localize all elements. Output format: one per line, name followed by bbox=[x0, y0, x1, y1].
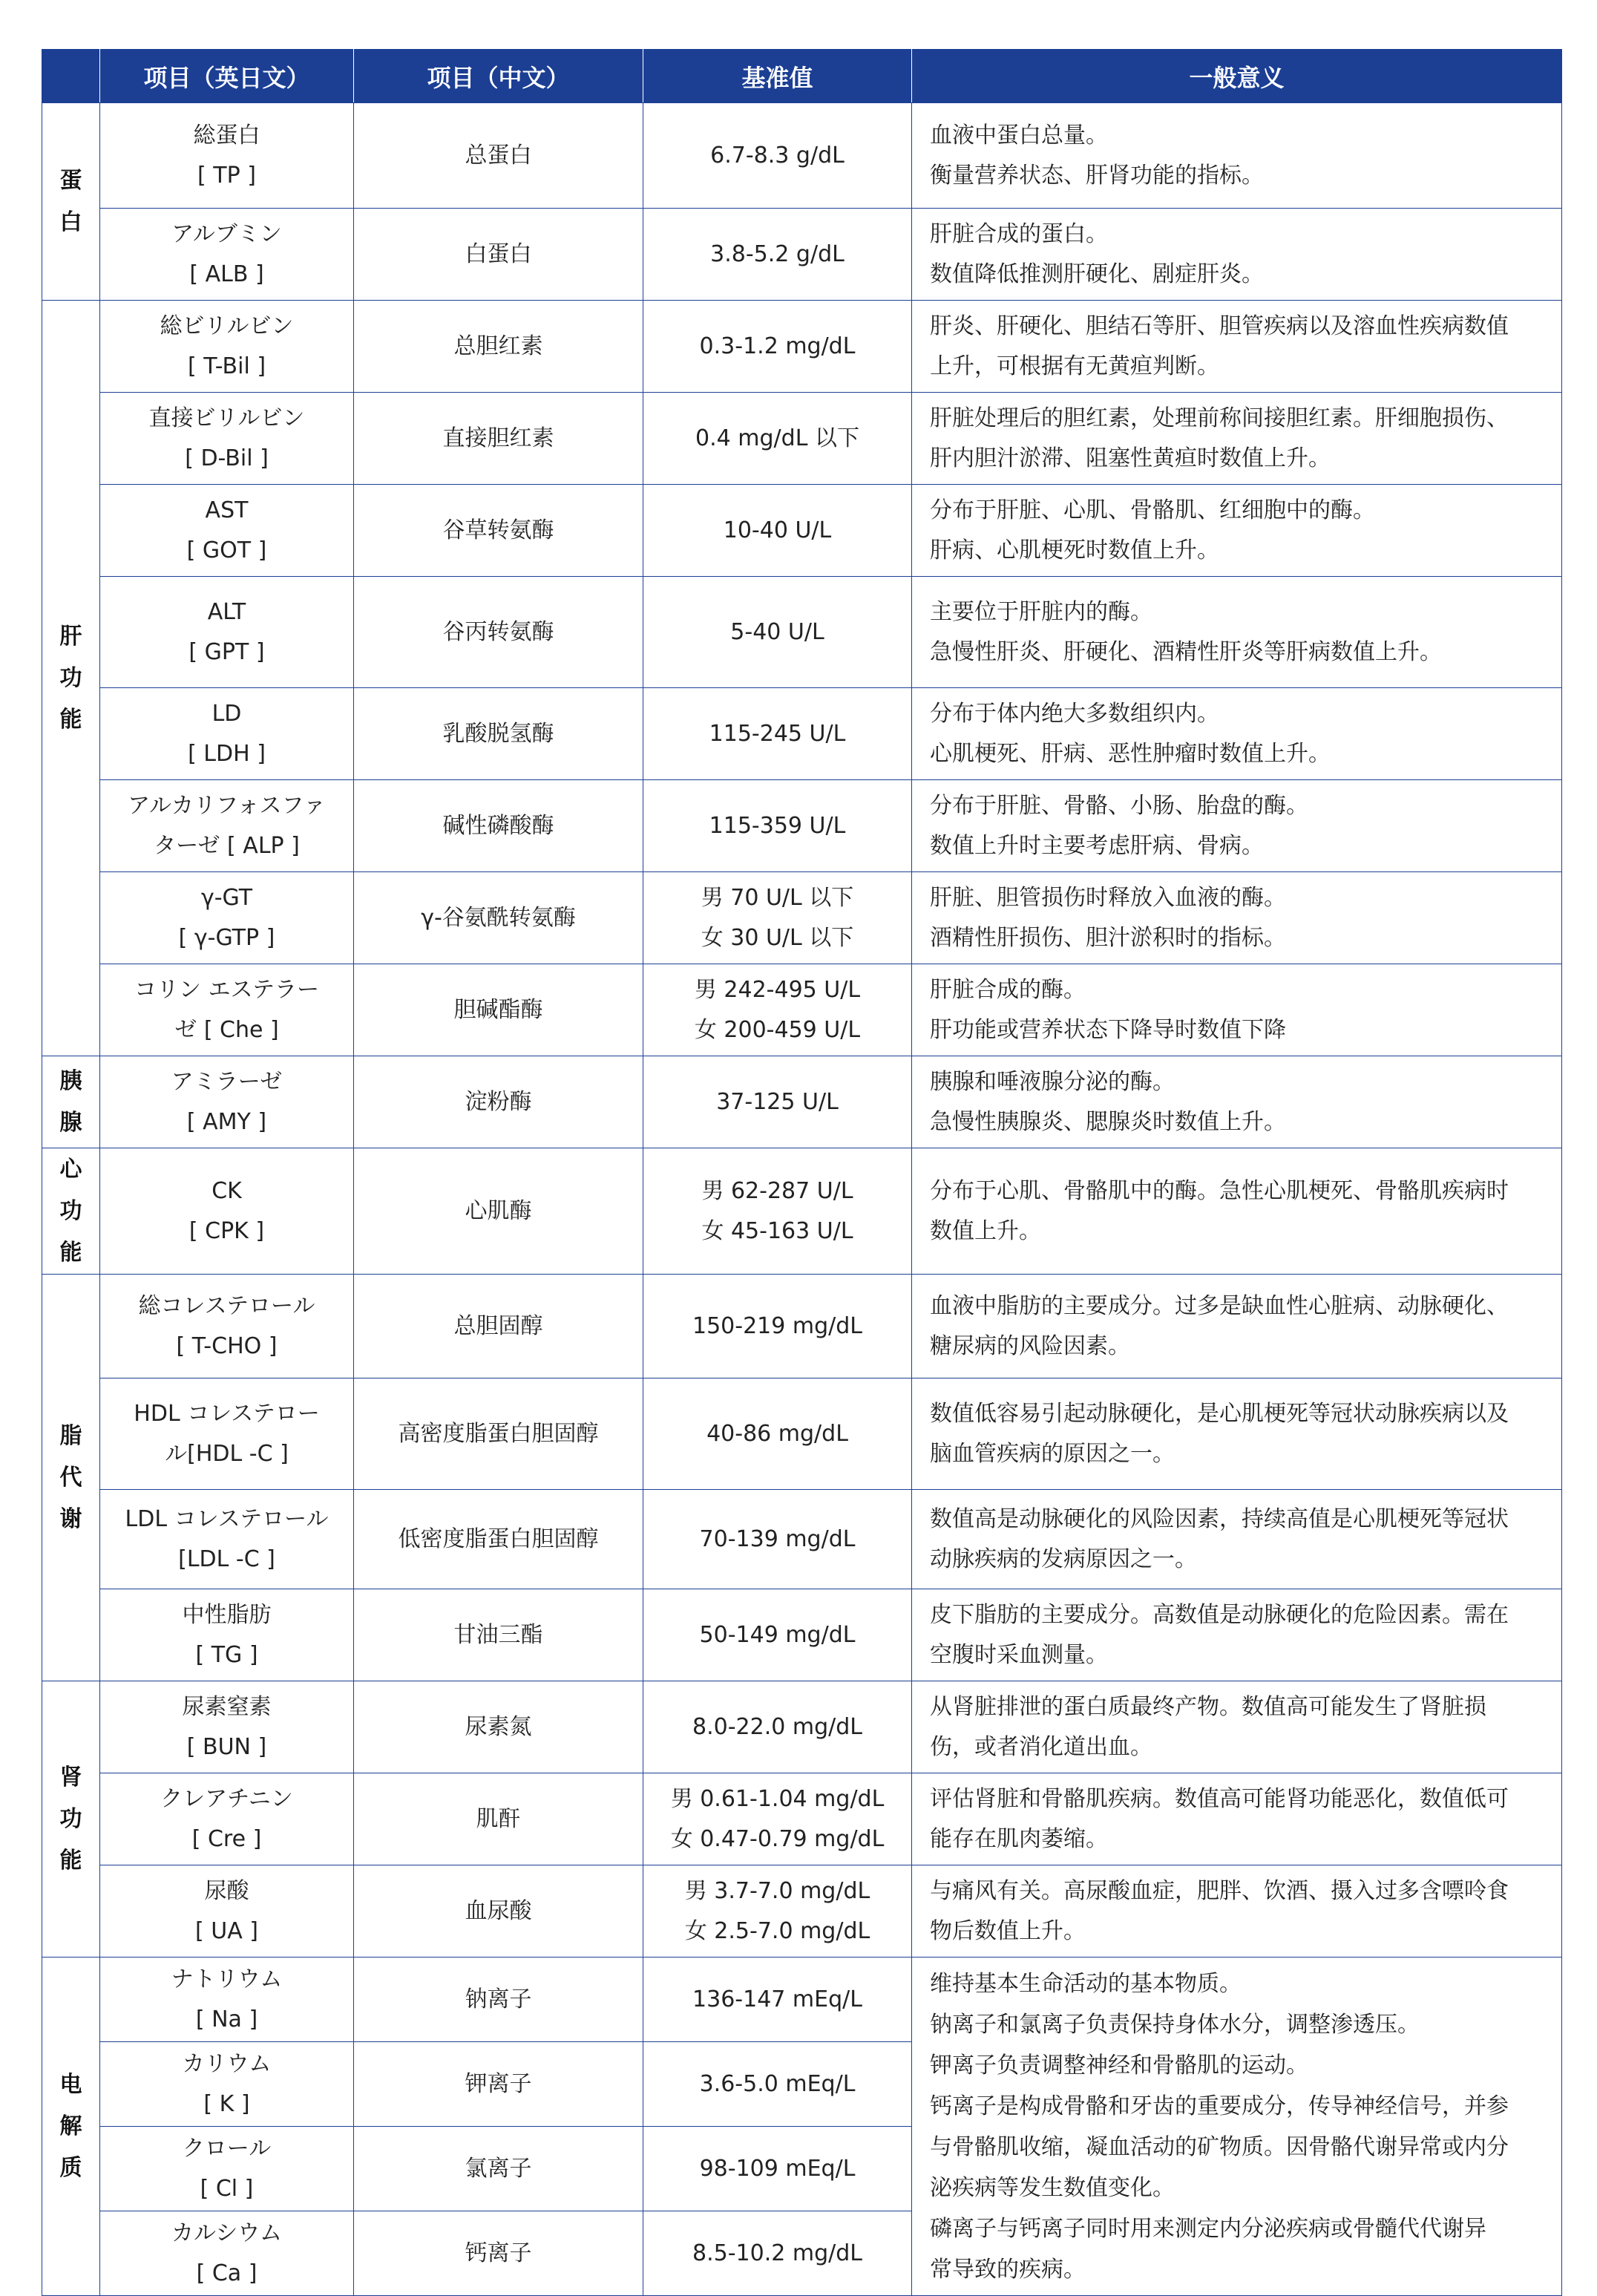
text-line: [ Cl ] bbox=[200, 2175, 254, 2202]
text-line: ナトリウム bbox=[171, 1966, 283, 1992]
text-line: LD bbox=[211, 700, 242, 727]
text-line: 维持基本生命活动的基本物质。 bbox=[930, 1970, 1242, 1997]
category-char: 谢 bbox=[59, 1505, 82, 1532]
text-line: [LDL -C ] bbox=[178, 1546, 275, 1572]
item-cn-cell: 白蛋白 bbox=[354, 209, 643, 301]
text-line: 数值上升时主要考虑肝病、骨病。 bbox=[930, 832, 1264, 859]
item-cn-cell: 氯离子 bbox=[354, 2127, 643, 2211]
text-line: 98-109 mEq/L bbox=[699, 2155, 856, 2182]
meaning-cell bbox=[912, 103, 1562, 209]
text-line: 酒精性肝损伤、胆汁淤积时的指标。 bbox=[930, 924, 1286, 951]
reference-value-cell bbox=[643, 1148, 912, 1275]
item-cn-cell: 高密度脂蛋白胆固醇 bbox=[354, 1378, 643, 1490]
text-line: 男 62-287 U/L bbox=[701, 1177, 853, 1204]
item-jp-cell bbox=[100, 301, 354, 393]
text-line: 40-86 mg/dL bbox=[706, 1420, 848, 1447]
reference-value-cell bbox=[643, 1773, 912, 1865]
item-jp-cell bbox=[100, 1865, 354, 1958]
category-char: 功 bbox=[59, 1197, 82, 1224]
item-cn-cell: 肌酐 bbox=[354, 1773, 643, 1865]
text-line: 150-219 mg/dL bbox=[692, 1312, 862, 1339]
text-line: カリウム bbox=[182, 2050, 272, 2077]
text-line: 肝内胆汁淤滞、阻塞性黄疸时数值上升。 bbox=[930, 445, 1331, 471]
meaning-cell bbox=[912, 1378, 1562, 1490]
reference-value-cell bbox=[643, 2211, 912, 2296]
reference-value-cell bbox=[643, 1589, 912, 1681]
text-line: 50-149 mg/dL bbox=[699, 1621, 856, 1648]
category-char: 腺 bbox=[59, 1109, 82, 1136]
meaning-cell bbox=[912, 301, 1562, 393]
text-line: [ T-Bil ] bbox=[187, 353, 266, 379]
text-line: 0.4 mg/dL 以下 bbox=[695, 425, 859, 451]
meaning-cell bbox=[912, 1148, 1562, 1275]
category-cell bbox=[42, 1681, 100, 1958]
table-row bbox=[42, 780, 1562, 872]
text-line: 37-125 U/L bbox=[716, 1088, 839, 1115]
item-cn-cell: 尿素氮 bbox=[354, 1681, 643, 1773]
text-line: 与骨骼肌收缩，凝血活动的矿物质。因骨骼代谢异常或内分 bbox=[930, 2133, 1509, 2160]
category-char: 心 bbox=[59, 1156, 82, 1183]
text-line: 136-147 mEq/L bbox=[692, 1986, 862, 2012]
reference-value-cell bbox=[643, 1681, 912, 1773]
text-line: 10-40 U/L bbox=[723, 517, 832, 543]
category-char: 能 bbox=[59, 706, 82, 733]
text-line: [ K ] bbox=[203, 2090, 250, 2117]
text-line: 女 200-459 U/L bbox=[694, 1016, 861, 1043]
item-jp-cell bbox=[100, 688, 354, 780]
text-line: コリン エステラー bbox=[134, 976, 319, 1003]
text-line: 脑血管疾病的原因之一。 bbox=[930, 1440, 1175, 1467]
category-char: 功 bbox=[59, 664, 82, 691]
item-jp-cell bbox=[100, 1056, 354, 1148]
text-line: CK bbox=[211, 1177, 242, 1204]
text-line: 伤，或者消化道出血。 bbox=[930, 1733, 1152, 1760]
meaning-cell bbox=[912, 1589, 1562, 1681]
text-line: ル[HDL -C ] bbox=[165, 1440, 289, 1467]
text-line: 総蛋白 bbox=[193, 122, 260, 148]
item-cn-cell: 心肌酶 bbox=[354, 1148, 643, 1275]
reference-value-cell bbox=[643, 1056, 912, 1148]
table-row bbox=[42, 872, 1562, 964]
item-cn-cell: γ-谷氨酰转氨酶 bbox=[354, 872, 643, 964]
category-char: 蛋 bbox=[59, 167, 82, 194]
reference-value-cell bbox=[643, 780, 912, 872]
text-line: 数值低容易引起动脉硬化，是心肌梗死等冠状动脉疾病以及 bbox=[930, 1400, 1509, 1427]
item-cn-cell: 总胆红素 bbox=[354, 301, 643, 393]
category-char: 肝 bbox=[59, 623, 82, 650]
text-line: [ Ca ] bbox=[196, 2260, 258, 2286]
reference-value-cell bbox=[643, 485, 912, 577]
item-jp-cell bbox=[100, 1958, 354, 2042]
item-jp-cell bbox=[100, 1490, 354, 1589]
item-jp-cell bbox=[100, 780, 354, 872]
item-cn-cell: 钙离子 bbox=[354, 2211, 643, 2296]
table-row bbox=[42, 1865, 1562, 1958]
text-line: 数值高是动脉硬化的风险因素，持续高值是心肌梗死等冠状 bbox=[930, 1505, 1509, 1532]
text-line: 常导致的疾病。 bbox=[930, 2256, 1086, 2283]
item-cn-cell: 血尿酸 bbox=[354, 1865, 643, 1958]
text-line: 0.3-1.2 mg/dL bbox=[699, 333, 856, 359]
item-cn-cell: 直接胆红素 bbox=[354, 393, 643, 485]
meaning-cell bbox=[912, 964, 1562, 1056]
text-line: 総コレステロール bbox=[138, 1292, 315, 1319]
text-line: 男 242-495 U/L bbox=[694, 976, 861, 1003]
meaning-cell bbox=[912, 1275, 1562, 1378]
text-line: [ GOT ] bbox=[186, 537, 267, 563]
text-line: [ GPT ] bbox=[188, 638, 265, 665]
table-row bbox=[42, 1589, 1562, 1681]
text-line: 上升，可根据有无黄疸判断。 bbox=[930, 353, 1219, 379]
table-header-row bbox=[42, 50, 1562, 103]
item-jp-cell bbox=[100, 1378, 354, 1490]
table-row bbox=[42, 688, 1562, 780]
text-line: 肝脏合成的蛋白。 bbox=[930, 220, 1108, 247]
meaning-cell bbox=[912, 485, 1562, 577]
text-line: 钾离子负责调整神经和骨骼肌的运动。 bbox=[930, 2052, 1308, 2078]
text-line: 空腹时采血测量。 bbox=[930, 1641, 1108, 1668]
meaning-cell bbox=[912, 872, 1562, 964]
header-item-cn: 项目（中文） bbox=[354, 50, 643, 103]
text-line: 女 0.47-0.79 mg/dL bbox=[670, 1825, 885, 1852]
item-cn-cell: 乳酸脱氢酶 bbox=[354, 688, 643, 780]
text-line: 分布于体内绝大多数组织内。 bbox=[930, 700, 1219, 727]
text-line: [ TG ] bbox=[195, 1641, 258, 1668]
category-char: 胰 bbox=[59, 1067, 82, 1094]
text-line: LDL コレステロール bbox=[125, 1505, 329, 1532]
table-row bbox=[42, 1148, 1562, 1275]
text-line: 数值上升。 bbox=[930, 1217, 1041, 1244]
item-jp-cell bbox=[100, 2042, 354, 2127]
category-cell bbox=[42, 103, 100, 301]
table-row bbox=[42, 1958, 1562, 2042]
category-cell bbox=[42, 1275, 100, 1681]
table-row bbox=[42, 1378, 1562, 1490]
item-cn-cell: 谷草转氨酶 bbox=[354, 485, 643, 577]
item-jp-cell bbox=[100, 1275, 354, 1378]
category-char: 功 bbox=[59, 1805, 82, 1832]
text-line: 评估肾脏和骨骼肌疾病。数值高可能肾功能恶化，数值低可 bbox=[930, 1785, 1509, 1812]
text-line: 男 3.7-7.0 mg/dL bbox=[684, 1877, 870, 1904]
category-char: 电 bbox=[59, 2071, 82, 2098]
reference-value-cell bbox=[643, 2042, 912, 2127]
text-line: [ TP ] bbox=[197, 162, 256, 189]
text-line: ゼ [ Che ] bbox=[174, 1016, 279, 1043]
text-line: AST bbox=[205, 497, 249, 523]
reference-value-cell bbox=[643, 103, 912, 209]
text-line: 钠离子和氯离子负责保持身体水分，调整渗透压。 bbox=[930, 2011, 1420, 2038]
item-jp-cell bbox=[100, 485, 354, 577]
text-line: [ γ-GTP ] bbox=[178, 924, 275, 951]
text-line: 血液中脂肪的主要成分。过多是缺血性心脏病、动脉硬化、 bbox=[930, 1292, 1509, 1319]
category-char: 白 bbox=[59, 209, 82, 235]
text-line: 皮下脂肪的主要成分。高数值是动脉硬化的危险因素。需在 bbox=[930, 1601, 1509, 1628]
item-jp-cell bbox=[100, 1589, 354, 1681]
text-line: 分布于心肌、骨骼肌中的酶。急性心肌梗死、骨骼肌疾病时 bbox=[930, 1177, 1509, 1204]
item-jp-cell bbox=[100, 964, 354, 1056]
text-line: 中性脂肪 bbox=[182, 1601, 272, 1628]
meaning-cell bbox=[912, 688, 1562, 780]
reference-value-cell bbox=[643, 872, 912, 964]
meaning-cell bbox=[912, 1681, 1562, 1773]
text-line: 血液中蛋白总量。 bbox=[930, 122, 1108, 148]
reference-value-cell bbox=[643, 688, 912, 780]
text-line: 女 45-163 U/L bbox=[701, 1217, 853, 1244]
text-line: 数值降低推测肝硬化、剧症肝炎。 bbox=[930, 261, 1264, 287]
meaning-cell bbox=[912, 1958, 1562, 2296]
text-line: [ AMY ] bbox=[186, 1108, 267, 1135]
header-item-jp: 项目（英日文） bbox=[100, 50, 354, 103]
item-jp-cell bbox=[100, 577, 354, 688]
item-cn-cell: 低密度脂蛋白胆固醇 bbox=[354, 1490, 643, 1589]
category-cell bbox=[42, 1056, 100, 1148]
header-reference: 基准值 bbox=[643, 50, 912, 103]
reference-value-cell bbox=[643, 1958, 912, 2042]
table-row bbox=[42, 1056, 1562, 1148]
text-line: 総ビリルビン bbox=[160, 313, 294, 339]
text-line: 急慢性肝炎、肝硬化、酒精性肝炎等肝病数值上升。 bbox=[930, 638, 1442, 665]
text-line: アミラーゼ bbox=[171, 1068, 283, 1095]
header-category bbox=[42, 50, 100, 103]
text-line: [ ALB ] bbox=[189, 261, 264, 287]
item-cn-cell: 总胆固醇 bbox=[354, 1275, 643, 1378]
meaning-cell bbox=[912, 577, 1562, 688]
text-line: 女 30 U/L 以下 bbox=[701, 924, 854, 951]
table-row bbox=[42, 1681, 1562, 1773]
reference-value-cell bbox=[643, 393, 912, 485]
item-jp-cell bbox=[100, 1148, 354, 1275]
item-jp-cell bbox=[100, 209, 354, 301]
text-line: 肝功能或营养状态下降导时数值下降 bbox=[930, 1016, 1286, 1043]
table-row bbox=[42, 1490, 1562, 1589]
table-row bbox=[42, 485, 1562, 577]
item-jp-cell bbox=[100, 103, 354, 209]
text-line: 能存在肌肉萎缩。 bbox=[930, 1825, 1108, 1852]
text-line: アルブミン bbox=[171, 220, 282, 247]
category-char: 能 bbox=[59, 1847, 82, 1874]
text-line: 心肌梗死、肝病、恶性肿瘤时数值上升。 bbox=[930, 740, 1331, 767]
item-cn-cell: 总蛋白 bbox=[354, 103, 643, 209]
text-line: 物后数值上升。 bbox=[930, 1917, 1086, 1944]
text-line: クロール bbox=[182, 2135, 272, 2162]
text-line: カルシウム bbox=[171, 2220, 282, 2246]
table-row bbox=[42, 301, 1562, 393]
meaning-cell bbox=[912, 780, 1562, 872]
text-line: 动脉疾病的发病原因之一。 bbox=[930, 1546, 1197, 1572]
reference-value-cell bbox=[643, 1865, 912, 1958]
text-line: 钙离子是构成骨骼和牙齿的重要成分，传导神经信号，并参 bbox=[930, 2093, 1509, 2119]
text-line: 尿酸 bbox=[204, 1877, 249, 1904]
category-char: 解 bbox=[59, 2113, 82, 2139]
text-line: 8.5-10.2 mg/dL bbox=[692, 2240, 862, 2266]
text-line: [ Cre ] bbox=[191, 1825, 262, 1852]
reference-value-cell bbox=[643, 577, 912, 688]
header-meaning: 一般意义 bbox=[912, 50, 1562, 103]
text-line: 男 0.61-1.04 mg/dL bbox=[670, 1785, 885, 1812]
text-line: 尿素窒素 bbox=[182, 1693, 272, 1720]
text-line: 从肾脏排泄的蛋白质最终产物。数值高可能发生了肾脏损 bbox=[930, 1693, 1486, 1720]
category-char: 肾 bbox=[59, 1764, 82, 1790]
table-row bbox=[42, 393, 1562, 485]
text-line: アルカリフォスファ bbox=[128, 792, 326, 819]
meaning-cell bbox=[912, 209, 1562, 301]
category-char: 代 bbox=[59, 1464, 82, 1491]
text-line: 3.6-5.0 mEq/L bbox=[699, 2070, 856, 2097]
text-line: 115-245 U/L bbox=[709, 720, 846, 747]
category-char: 质 bbox=[59, 2154, 82, 2181]
category-char: 脂 bbox=[59, 1422, 82, 1449]
item-cn-cell: 谷丙转氨酶 bbox=[354, 577, 643, 688]
item-jp-cell bbox=[100, 872, 354, 964]
text-line: [ Na ] bbox=[195, 2006, 258, 2032]
text-line: ALT bbox=[207, 598, 246, 625]
reference-value-cell bbox=[643, 964, 912, 1056]
table-row bbox=[42, 209, 1562, 301]
table-row bbox=[42, 577, 1562, 688]
item-jp-cell bbox=[100, 2211, 354, 2296]
text-line: 急慢性胰腺炎、腮腺炎时数值上升。 bbox=[930, 1108, 1286, 1135]
text-line: 分布于肝脏、骨骼、小肠、胎盘的酶。 bbox=[930, 792, 1308, 819]
text-line: [ CPK ] bbox=[188, 1217, 265, 1244]
meaning-cell bbox=[912, 1056, 1562, 1148]
reference-value-cell bbox=[643, 2127, 912, 2211]
meaning-cell bbox=[912, 1773, 1562, 1865]
text-line: 5-40 U/L bbox=[730, 618, 824, 645]
table-row bbox=[42, 964, 1562, 1056]
category-cell bbox=[42, 1958, 100, 2296]
item-cn-cell: 胆碱酯酶 bbox=[354, 964, 643, 1056]
item-jp-cell bbox=[100, 2127, 354, 2211]
text-line: 肝脏、胆管损伤时释放入血液的酶。 bbox=[930, 884, 1286, 911]
text-line: 8.0-22.0 mg/dL bbox=[692, 1713, 862, 1740]
text-line: 70-139 mg/dL bbox=[699, 1525, 856, 1552]
text-line: γ-GT bbox=[200, 884, 253, 911]
text-line: 与痛风有关。高尿酸血症，肥胖、饮酒、摄入过多含嘌呤食 bbox=[930, 1877, 1509, 1904]
text-line: 泌疾病等发生数值变化。 bbox=[930, 2174, 1175, 2201]
text-line: [ UA ] bbox=[195, 1917, 258, 1944]
table-row bbox=[42, 1275, 1562, 1378]
lab-reference-table bbox=[42, 49, 1562, 2296]
text-line: クレアチニン bbox=[160, 1785, 293, 1812]
text-line: 主要位于肝脏内的酶。 bbox=[930, 598, 1152, 625]
text-line: ターゼ [ ALP ] bbox=[154, 832, 300, 859]
text-line: 磷离子与钙离子同时用来测定内分泌疾病或骨髓代代谢异 bbox=[930, 2215, 1486, 2242]
reference-value-cell bbox=[643, 301, 912, 393]
item-cn-cell: 钠离子 bbox=[354, 1958, 643, 2042]
text-line: [ LDH ] bbox=[188, 740, 266, 767]
meaning-cell bbox=[912, 393, 1562, 485]
reference-value-cell bbox=[643, 1378, 912, 1490]
text-line: 男 70 U/L 以下 bbox=[701, 884, 854, 911]
text-line: 衡量营养状态、肝肾功能的指标。 bbox=[930, 162, 1264, 189]
text-line: 3.8-5.2 g/dL bbox=[710, 241, 845, 267]
category-cell bbox=[42, 301, 100, 1056]
item-jp-cell bbox=[100, 393, 354, 485]
reference-value-cell bbox=[643, 1490, 912, 1589]
text-line: 糖尿病的风险因素。 bbox=[930, 1332, 1130, 1359]
category-cell bbox=[42, 1148, 100, 1275]
meaning-cell bbox=[912, 1865, 1562, 1958]
text-line: 分布于肝脏、心肌、骨骼肌、红细胞中的酶。 bbox=[930, 497, 1375, 523]
text-line: 肝脏处理后的胆红素，处理前称间接胆红素。肝细胞损伤、 bbox=[930, 405, 1509, 431]
meaning-cell bbox=[912, 1490, 1562, 1589]
item-jp-cell bbox=[100, 1773, 354, 1865]
category-char: 能 bbox=[59, 1239, 82, 1266]
text-line: 115-359 U/L bbox=[709, 812, 846, 839]
text-line: 肝脏合成的酶。 bbox=[930, 976, 1086, 1003]
item-cn-cell: 甘油三酯 bbox=[354, 1589, 643, 1681]
text-line: 女 2.5-7.0 mg/dL bbox=[684, 1917, 870, 1944]
table-row bbox=[42, 103, 1562, 209]
item-jp-cell bbox=[100, 1681, 354, 1773]
item-cn-cell: 碱性磷酸酶 bbox=[354, 780, 643, 872]
text-line: [ T-CHO ] bbox=[176, 1332, 278, 1359]
item-cn-cell: 淀粉酶 bbox=[354, 1056, 643, 1148]
text-line: HDL コレステロー bbox=[134, 1400, 320, 1427]
text-line: 6.7-8.3 g/dL bbox=[710, 142, 845, 169]
item-cn-cell: 钾离子 bbox=[354, 2042, 643, 2127]
text-line: [ D-Bil ] bbox=[185, 445, 269, 471]
reference-value-cell bbox=[643, 1275, 912, 1378]
text-line: 肝病、心肌梗死时数值上升。 bbox=[930, 537, 1219, 563]
reference-value-cell bbox=[643, 209, 912, 301]
text-line: 直接ビリルビン bbox=[148, 405, 305, 431]
text-line: 肝炎、肝硬化、胆结石等肝、胆管疾病以及溶血性疾病数值 bbox=[930, 313, 1509, 339]
text-line: 胰腺和唾液腺分泌的酶。 bbox=[930, 1068, 1175, 1095]
text-line: [ BUN ] bbox=[186, 1733, 267, 1760]
table-row bbox=[42, 1773, 1562, 1865]
